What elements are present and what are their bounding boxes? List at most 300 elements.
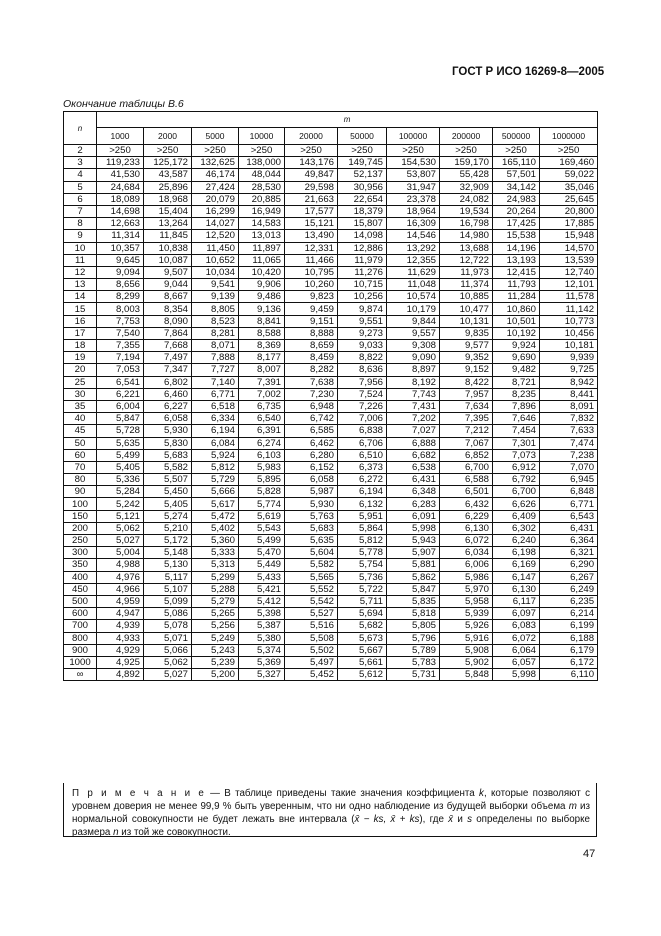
table-cell: 5,405 <box>97 461 144 473</box>
table-cell: 24,082 <box>440 193 493 205</box>
table-cell: 12,331 <box>285 242 338 254</box>
table-cell: 16,949 <box>239 205 285 217</box>
table-cell: 9,690 <box>493 352 540 364</box>
table-cell: 8,721 <box>493 376 540 388</box>
table-cell: 5,617 <box>192 498 239 510</box>
table-cell: 6,058 <box>144 413 192 425</box>
table-cell: 10,715 <box>338 279 387 291</box>
table-cell: 4,933 <box>97 632 144 644</box>
table-row <box>64 303 598 315</box>
row-n: 800 <box>64 632 97 644</box>
note-s: s <box>467 814 472 825</box>
table-cell: 12,886 <box>338 242 387 254</box>
table-cell: 5,288 <box>192 583 239 595</box>
table-cell: 5,612 <box>338 669 387 681</box>
table-cell: 20,264 <box>493 205 540 217</box>
table-cell: 5,242 <box>97 498 144 510</box>
table-cell: 159,170 <box>440 157 493 169</box>
table-cell: 7,002 <box>239 388 285 400</box>
row-n: 350 <box>64 559 97 571</box>
row-n: 90 <box>64 486 97 498</box>
table-cell: 6,510 <box>338 449 387 461</box>
table-cell: 6,501 <box>440 486 493 498</box>
table-cell: 9,308 <box>387 340 440 352</box>
table-cell: 5,249 <box>192 632 239 644</box>
table-cell: 17,885 <box>540 218 598 230</box>
table-cell: 7,053 <box>97 364 144 376</box>
table-cell: 7,727 <box>192 364 239 376</box>
table-cell: 7,301 <box>493 437 540 449</box>
table-cell: 43,587 <box>144 169 192 181</box>
table-row <box>64 315 598 327</box>
table-cell: 5,265 <box>192 608 239 620</box>
table-cell: 4,959 <box>97 595 144 607</box>
table-cell: 8,659 <box>285 340 338 352</box>
table-cell: 53,807 <box>387 169 440 181</box>
table-cell: 5,673 <box>338 632 387 644</box>
table-cell: 6,888 <box>387 437 440 449</box>
table-row <box>64 547 598 559</box>
table-cell: 7,540 <box>97 327 144 339</box>
table-row <box>64 266 598 278</box>
table-row <box>64 340 598 352</box>
table-cell: 5,774 <box>239 498 285 510</box>
table-cell: 8,235 <box>493 388 540 400</box>
row-n: 7 <box>64 205 97 217</box>
table-cell: 8,942 <box>540 376 598 388</box>
table-cell: 6,538 <box>387 461 440 473</box>
table-cell: 5,943 <box>387 535 440 547</box>
table-cell: 9,507 <box>144 266 192 278</box>
table-cell: 6,321 <box>540 547 598 559</box>
table-cell: 5,071 <box>144 632 192 644</box>
table-cell: 11,979 <box>338 254 387 266</box>
note-text-3: из нормальной совокупности не будет лежать вне интервала ( <box>72 801 590 825</box>
table-cell: 5,066 <box>144 644 192 656</box>
table-cell: 7,864 <box>144 327 192 339</box>
table-cell: 12,415 <box>493 266 540 278</box>
table-cell: 5,864 <box>338 522 387 534</box>
table-cell: 20,079 <box>192 193 239 205</box>
table-cell: 7,454 <box>493 425 540 437</box>
table-cell: 5,380 <box>239 632 285 644</box>
table-cell: 7,634 <box>440 400 493 412</box>
table-cell: 9,486 <box>239 291 285 303</box>
table-cell: 5,499 <box>97 449 144 461</box>
table-cell: 6,334 <box>192 413 239 425</box>
table-row <box>64 169 598 181</box>
table-cell: 11,065 <box>239 254 285 266</box>
table-cell: 9,152 <box>440 364 493 376</box>
table-cell: 5,582 <box>144 461 192 473</box>
table-cell: 7,140 <box>192 376 239 388</box>
table-cell: 9,352 <box>440 352 493 364</box>
table-cell: 7,212 <box>440 425 493 437</box>
table-cell: 5,986 <box>440 571 493 583</box>
table-cell: 6,152 <box>285 461 338 473</box>
table-cell: 5,970 <box>440 583 493 595</box>
table-cell: 9,924 <box>493 340 540 352</box>
table-cell: 18,379 <box>338 205 387 217</box>
table-cell: 12,355 <box>387 254 440 266</box>
table-cell: 48,044 <box>239 169 285 181</box>
table-cell: 20,800 <box>540 205 598 217</box>
table-cell: 6,700 <box>440 461 493 473</box>
row-n: 16 <box>64 315 97 327</box>
table-cell: 6,431 <box>540 522 598 534</box>
table-cell: 7,638 <box>285 376 338 388</box>
table-cell: 5,239 <box>192 656 239 668</box>
table-cell: 7,230 <box>285 388 338 400</box>
table-cell: 6,198 <box>493 547 540 559</box>
table-cell: 5,452 <box>285 669 338 681</box>
table-cell: 6,348 <box>387 486 440 498</box>
table-cell: 49,847 <box>285 169 338 181</box>
table-cell: 5,412 <box>239 595 285 607</box>
table-cell: 11,048 <box>387 279 440 291</box>
table-cell: 6,706 <box>338 437 387 449</box>
table-cell: 9,136 <box>239 303 285 315</box>
table-cell: 6,147 <box>493 571 540 583</box>
table-row <box>64 376 598 388</box>
table-cell: 5,497 <box>285 656 338 668</box>
header-m-value: 1000000 <box>540 128 598 145</box>
row-n: 9 <box>64 230 97 242</box>
table-cell: 41,530 <box>97 169 144 181</box>
row-n: 250 <box>64 535 97 547</box>
table-cell: 6,432 <box>440 498 493 510</box>
table-cell: 5,450 <box>144 486 192 498</box>
table-cell: 9,273 <box>338 327 387 339</box>
table-cell: 5,666 <box>192 486 239 498</box>
table-cell: 5,939 <box>440 608 493 620</box>
row-n: 12 <box>64 266 97 278</box>
table-cell: 4,929 <box>97 644 144 656</box>
table-cell: 6,169 <box>493 559 540 571</box>
table-cell: 10,574 <box>387 291 440 303</box>
table-cell: 8,091 <box>540 400 598 412</box>
table-cell: 5,835 <box>387 595 440 607</box>
table-cell: 15,538 <box>493 230 540 242</box>
row-n: 14 <box>64 291 97 303</box>
row-n: 25 <box>64 376 97 388</box>
table-cell: 10,456 <box>540 327 598 339</box>
table-cell: 4,966 <box>97 583 144 595</box>
table-row <box>64 522 598 534</box>
table-cell: 8,282 <box>285 364 338 376</box>
table-row <box>64 535 598 547</box>
table-cell: 10,179 <box>387 303 440 315</box>
table-cell: 5,333 <box>192 547 239 559</box>
table-row <box>64 620 598 632</box>
table-cell: 9,557 <box>387 327 440 339</box>
table-cell: 6,373 <box>338 461 387 473</box>
table-cell: 8,523 <box>192 315 239 327</box>
table-cell: 11,466 <box>285 254 338 266</box>
table-cell: 6,235 <box>540 595 598 607</box>
table-cell: 8,841 <box>239 315 285 327</box>
table-cell: 6,543 <box>540 510 598 522</box>
table-cell: 15,807 <box>338 218 387 230</box>
table-cell: 6,431 <box>387 474 440 486</box>
table-cell: 20,885 <box>239 193 285 205</box>
table-cell: 6,302 <box>493 522 540 534</box>
table-row <box>64 327 598 339</box>
table-cell: 5,552 <box>285 583 338 595</box>
table-cell: 7,474 <box>540 437 598 449</box>
table-cell: 11,793 <box>493 279 540 291</box>
note-text-6: из той же совокупности. <box>118 827 231 838</box>
table-row <box>64 486 598 498</box>
table-cell: 5,565 <box>285 571 338 583</box>
table-row <box>64 461 598 473</box>
table-cell: 10,034 <box>192 266 239 278</box>
table-cell: 7,956 <box>338 376 387 388</box>
table-cell: >250 <box>239 145 285 157</box>
table-cell: 11,142 <box>540 303 598 315</box>
table-cell: 10,420 <box>239 266 285 278</box>
table-cell: 6,912 <box>493 461 540 473</box>
table-cell: 7,743 <box>387 388 440 400</box>
table-cell: >250 <box>387 145 440 157</box>
table-cell: 10,885 <box>440 291 493 303</box>
table-cell: 12,740 <box>540 266 598 278</box>
table-cell: 5,783 <box>387 656 440 668</box>
table-cell: 5,619 <box>239 510 285 522</box>
table-cell: 5,543 <box>239 522 285 534</box>
table-cell: 10,652 <box>192 254 239 266</box>
table-cell: 5,387 <box>239 620 285 632</box>
table-cell: 6,221 <box>97 388 144 400</box>
table-row <box>64 583 598 595</box>
header-m-value: 200000 <box>440 128 493 145</box>
header-m-value: 500000 <box>493 128 540 145</box>
table-cell: 6,274 <box>239 437 285 449</box>
row-n: 6 <box>64 193 97 205</box>
table-cell: 6,802 <box>144 376 192 388</box>
table-cell: 5,472 <box>192 510 239 522</box>
table-cell: 5,635 <box>97 437 144 449</box>
table-cell: 5,789 <box>387 644 440 656</box>
table-cell: 7,633 <box>540 425 598 437</box>
table-cell: 5,148 <box>144 547 192 559</box>
table-cell: 5,433 <box>239 571 285 583</box>
table-cell: 5,470 <box>239 547 285 559</box>
table-cell: 119,233 <box>97 157 144 169</box>
table-cell: 7,226 <box>338 400 387 412</box>
table-cell: 10,773 <box>540 315 598 327</box>
table-cell: 46,174 <box>192 169 239 181</box>
table-row <box>64 193 598 205</box>
table-cell: 5,507 <box>144 474 192 486</box>
table-cell: 59,022 <box>540 169 598 181</box>
table-cell: 6,194 <box>338 486 387 498</box>
table-cell: 5,527 <box>285 608 338 620</box>
table-cell: 6,792 <box>493 474 540 486</box>
table-cell: 5,728 <box>97 425 144 437</box>
table-cell: 12,722 <box>440 254 493 266</box>
table-cell: 10,357 <box>97 242 144 254</box>
table-caption: Окончание таблицы В.6 <box>63 98 184 110</box>
table-cell: 6,240 <box>493 535 540 547</box>
table-cell: 6,249 <box>540 583 598 595</box>
table-cell: 10,477 <box>440 303 493 315</box>
table-cell: 11,314 <box>97 230 144 242</box>
table-cell: 9,906 <box>239 279 285 291</box>
table-cell: 149,745 <box>338 157 387 169</box>
table-cell: 5,983 <box>239 461 285 473</box>
table-cell: 6,588 <box>440 474 493 486</box>
table-cell: 9,939 <box>540 352 598 364</box>
table-cell: 5,682 <box>338 620 387 632</box>
table-cell: 6,034 <box>440 547 493 559</box>
row-n: 150 <box>64 510 97 522</box>
table-cell: 5,729 <box>192 474 239 486</box>
table-cell: 5,499 <box>239 535 285 547</box>
table-cell: 9,645 <box>97 254 144 266</box>
table-cell: 7,957 <box>440 388 493 400</box>
table-cell: 8,822 <box>338 352 387 364</box>
row-n: 40 <box>64 413 97 425</box>
table-cell: >250 <box>285 145 338 157</box>
table-cell: 6,117 <box>493 595 540 607</box>
table-cell: 9,459 <box>285 303 338 315</box>
header-m-value: 1000 <box>97 128 144 145</box>
table-cell: 5,987 <box>285 486 338 498</box>
table-cell: 7,355 <box>97 340 144 352</box>
table-cell: 25,896 <box>144 181 192 193</box>
table-cell: 5,086 <box>144 608 192 620</box>
table-cell: 23,378 <box>387 193 440 205</box>
table-cell: 5,130 <box>144 559 192 571</box>
table-cell: 13,490 <box>285 230 338 242</box>
table-cell: 6,771 <box>540 498 598 510</box>
table-cell: 5,078 <box>144 620 192 632</box>
table-cell: 8,656 <box>97 279 144 291</box>
table-cell: 8,299 <box>97 291 144 303</box>
table-cell: 5,274 <box>144 510 192 522</box>
table-cell: 30,956 <box>338 181 387 193</box>
table-cell: 31,947 <box>387 181 440 193</box>
row-n: 4 <box>64 169 97 181</box>
table-cell: 7,668 <box>144 340 192 352</box>
table-cell: 5,405 <box>144 498 192 510</box>
table-cell: 7,896 <box>493 400 540 412</box>
table-cell: 8,192 <box>387 376 440 388</box>
table-cell: 6,072 <box>493 632 540 644</box>
table-cell: 6,194 <box>192 425 239 437</box>
table-cell: 6,540 <box>239 413 285 425</box>
table-cell: 7,497 <box>144 352 192 364</box>
table-cell: 6,110 <box>540 669 598 681</box>
table-cell: 5,895 <box>239 474 285 486</box>
table-cell: 8,090 <box>144 315 192 327</box>
table-cell: 5,828 <box>239 486 285 498</box>
table-cell: 6,948 <box>285 400 338 412</box>
table-row <box>64 218 598 230</box>
table-cell: 5,398 <box>239 608 285 620</box>
table-cell: 5,004 <box>97 547 144 559</box>
table-row <box>64 669 598 681</box>
table-cell: 10,501 <box>493 315 540 327</box>
table-cell: 11,578 <box>540 291 598 303</box>
row-n: 18 <box>64 340 97 352</box>
table-cell: 12,520 <box>192 230 239 242</box>
table-cell: 6,064 <box>493 644 540 656</box>
table-cell: 6,391 <box>239 425 285 437</box>
table-cell: 6,006 <box>440 559 493 571</box>
table-cell: 13,539 <box>540 254 598 266</box>
header-m-value: 100000 <box>387 128 440 145</box>
table-row <box>64 181 598 193</box>
table-cell: 32,909 <box>440 181 493 193</box>
table-cell: 5,360 <box>192 535 239 547</box>
table-cell: 18,089 <box>97 193 144 205</box>
table-cell: 15,121 <box>285 218 338 230</box>
table-cell: 6,072 <box>440 535 493 547</box>
table-cell: 5,369 <box>239 656 285 668</box>
table-cell: >250 <box>338 145 387 157</box>
table-cell: 9,044 <box>144 279 192 291</box>
table-cell: 18,968 <box>144 193 192 205</box>
table-row <box>64 291 598 303</box>
table-row <box>64 510 598 522</box>
table-cell: 5,421 <box>239 583 285 595</box>
table-cell: 13,688 <box>440 242 493 254</box>
table-cell: 6,290 <box>540 559 598 571</box>
table-cell: 5,722 <box>338 583 387 595</box>
table-row <box>64 474 598 486</box>
table-cell: 8,354 <box>144 303 192 315</box>
table-cell: 5,256 <box>192 620 239 632</box>
table-cell: >250 <box>192 145 239 157</box>
table-cell: 7,753 <box>97 315 144 327</box>
table-cell: 5,998 <box>493 669 540 681</box>
table-cell: 16,798 <box>440 218 493 230</box>
table-cell: 14,098 <box>338 230 387 242</box>
row-n: 13 <box>64 279 97 291</box>
table-cell: 6,682 <box>387 449 440 461</box>
header-m-value: 20000 <box>285 128 338 145</box>
table-cell: 6,585 <box>285 425 338 437</box>
table-cell: 12,101 <box>540 279 598 291</box>
table-cell: 5,818 <box>387 608 440 620</box>
table-cell: 165,110 <box>493 157 540 169</box>
table-cell: 13,013 <box>239 230 285 242</box>
row-n: 10 <box>64 242 97 254</box>
table-cell: 5,924 <box>192 449 239 461</box>
table-cell: 10,860 <box>493 303 540 315</box>
table-cell: 125,172 <box>144 157 192 169</box>
table-cell: 6,848 <box>540 486 598 498</box>
table-cell: 8,888 <box>285 327 338 339</box>
table-row <box>64 437 598 449</box>
table-cell: 9,151 <box>285 315 338 327</box>
table-cell: 5,998 <box>387 522 440 534</box>
table-cell: 5,062 <box>144 656 192 668</box>
note-and: и <box>453 814 468 825</box>
row-n: 600 <box>64 608 97 620</box>
table-cell: 8,441 <box>540 388 598 400</box>
table-cell: 5,667 <box>338 644 387 656</box>
table-cell: 5,542 <box>285 595 338 607</box>
table-cell: 6,199 <box>540 620 598 632</box>
table-cell: 24,684 <box>97 181 144 193</box>
table-cell: 143,176 <box>285 157 338 169</box>
table-cell: 5,508 <box>285 632 338 644</box>
table-cell: 6,742 <box>285 413 338 425</box>
table-cell: 7,238 <box>540 449 598 461</box>
